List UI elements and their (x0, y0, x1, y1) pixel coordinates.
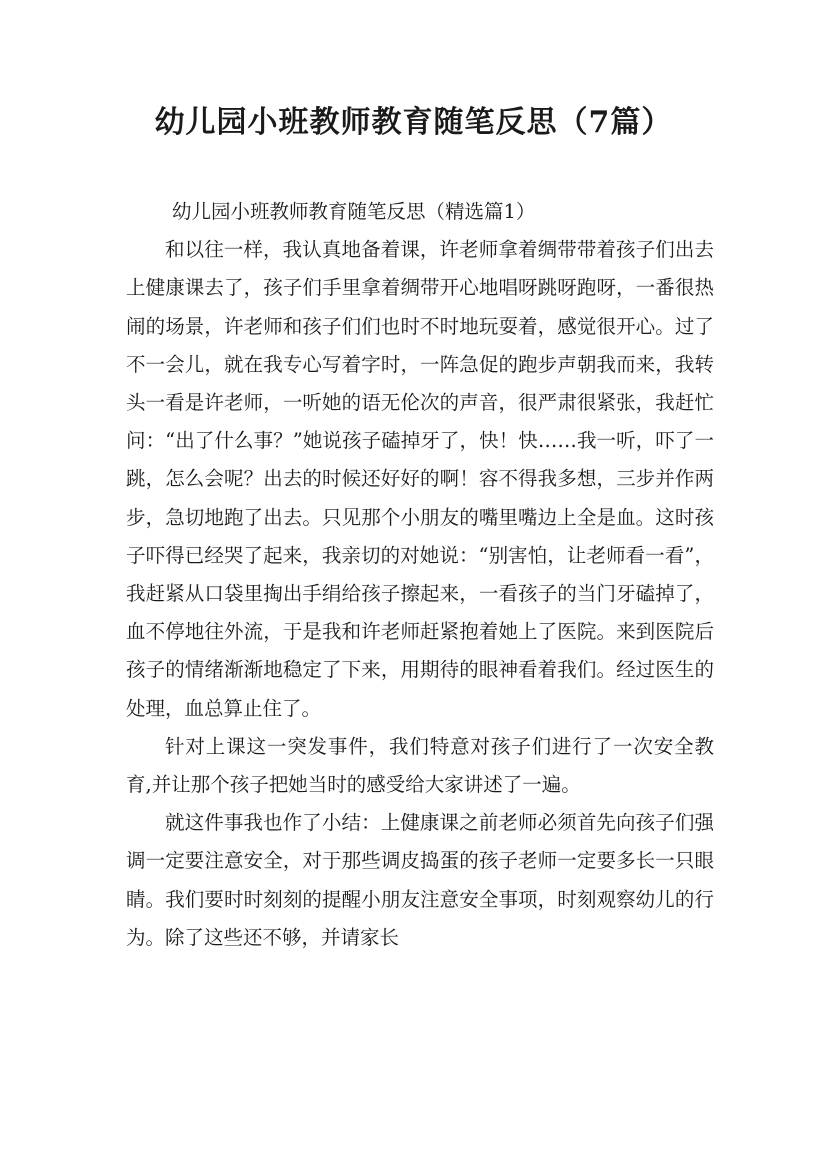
section-heading: 幼儿园小班教师教育随笔反思（精选篇1） (172, 200, 536, 223)
paragraph: 针对上课这一突发事件，我们特意对孩子们进行了一次安全教育,并让那个孩子把她当时的感受给大家讲述了一遍。 (126, 734, 714, 797)
document-body (126, 193, 714, 957)
paragraph: 就这件事我也作了小结：上健康课之前老师必须首先向孩子们强调一定要注意安全，对于那些调皮捣蛋的孩子老师一定要多长一只眼睛。我们要时时刻刻的提醒小朋友注意安全事项，时刻观察幼儿的行为。除了这些还不够，并请家长 (126, 811, 714, 949)
document-title: 幼儿园小班教师教育随笔反思（7篇） (154, 105, 673, 140)
paragraph: 和以往一样，我认真地备着课，许老师拿着绸带带着孩子们出去上健康课去了，孩子们手里拿着绸带开心地唱呀跳呀跑呀，一番很热闹的场景，许老师和孩子们们也时不时地玩耍着，感觉很开心。过了不一会儿，就在我专心写着字时，一阵急促的跑步声朝我而来，我转头一看是许老师，一听她的语无伦次的声音，很严肃很紧张，我赶忙问：“出了什么事？”她说孩子磕掉牙了，快！快……我一听，吓了一跳，怎么会呢？出去的时候还好好的啊！容不得我多想，三步并作两步，急切地跑了出去。只见那个小朋友的嘴里嘴边上全是血。这时孩子吓得已经哭了起来，我亲切的对她说：“别害怕，让老师看一看”，我赶紧从口袋里掏出手绢给孩子擦起来，一看孩子的当门牙磕掉了，血不停地往外流，于是我和许老师赶紧抱着她上了医院。来到医院后孩子的情绪渐渐地稳定了下来，用期待的眼神看着我们。经过医生的处理，血总算止住了。 (126, 238, 714, 720)
